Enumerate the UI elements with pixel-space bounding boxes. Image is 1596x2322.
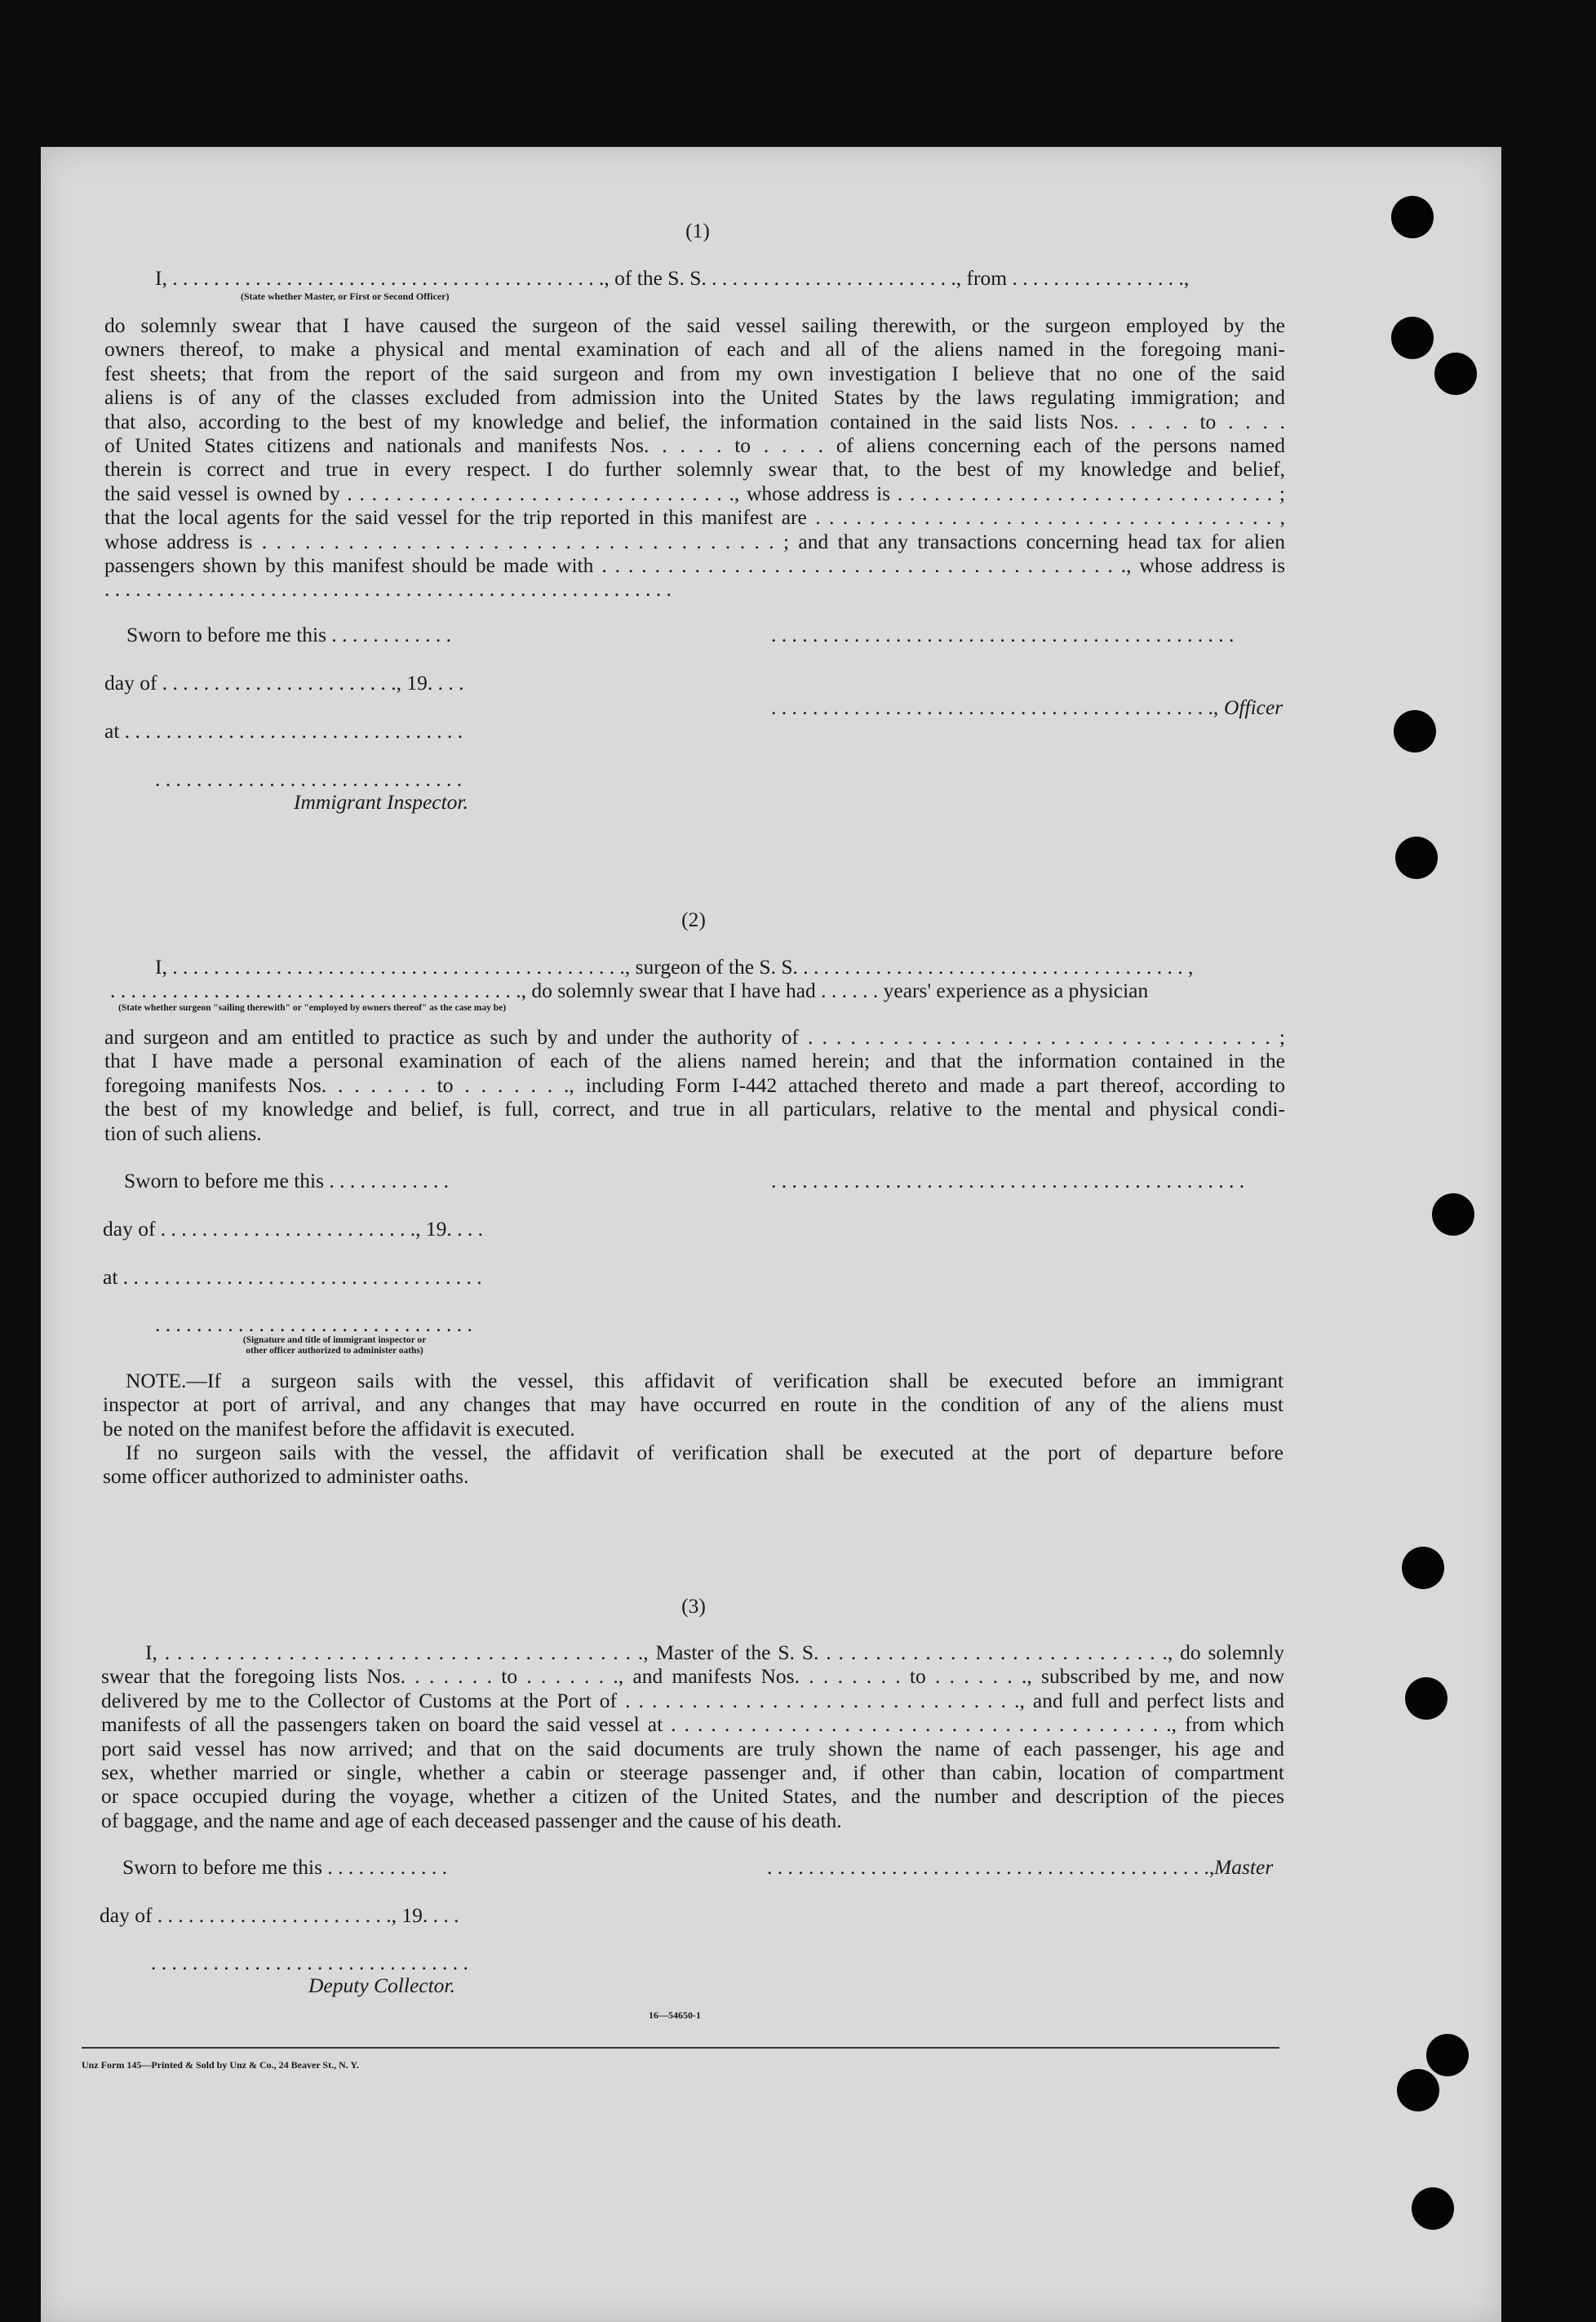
text-line: passengers shown by this manifest should be made with . . . . . . . . . . . . . . . . . . . . . . . . . . . . . . . . . . . . . . . ., whose address is — [104, 553, 1285, 578]
text-line: and surgeon and am entitled to practice as such by and under the authority of . . . . . . . . . . . . . . . . . . . . . . . . . . . . . . . . . ; — [104, 1025, 1285, 1049]
text-line: inspector at port of arrival, and any changes that may have occurred en route in the condition of any of the aliens must — [103, 1392, 1283, 1417]
text-line: the best of my knowledge and belief, is full, correct, and true in all particulars, relative to the mental and physical condi- — [104, 1097, 1285, 1121]
punch-hole — [1397, 2069, 1439, 2111]
text-line: port said vessel has now arrived; and that on the said documents are truly shown the name of each passenger, his age and — [101, 1736, 1284, 1760]
section-1-number: (1) — [685, 219, 710, 242]
text-line: therein is correct and true in every respect. I do further solemnly swear that, to the best of my knowledge and belief, — [104, 457, 1285, 482]
form-number: 16—54650-1 — [649, 2009, 701, 2021]
section-1-signature-dots: . . . . . . . . . . . . . . . . . . . . . . . . . . . . . . — [155, 767, 463, 791]
section-3-master-label: Master — [1214, 1855, 1274, 1879]
section-3-paragraph — [101, 1640, 1284, 1832]
text-line: that I have made a personal examination of each of the aliens named herein; and that the information contained in the — [104, 1049, 1285, 1073]
text-line: . . . . . . . . . . . . . . . . . . . . . . . . . . . . . . . . . . . . . . . . . . . . . . . . . . . . . . . — [104, 577, 672, 602]
text-line: aliens is of any of the classes excluded from admission into the United States by the laws regulating immigration; and — [104, 385, 1285, 410]
section-1-officer-label: Officer — [1224, 695, 1283, 719]
section-3-day: day of . . . . . . . . . . . . . . . . . . . . . . ., 19. . . . — [100, 1903, 459, 1927]
section-2-caption: (State whether surgeon "sailing therewith" or "employed by owners thereof" as the case may be) — [118, 1003, 507, 1013]
section-2-signature-line: . . . . . . . . . . . . . . . . . . . . . . . . . . . . . . . . . . . . . . . . . . . . . . — [771, 1169, 1245, 1192]
section-1-inspector-label: Immigrant Inspector. — [294, 790, 468, 814]
punch-hole — [1405, 1677, 1447, 1720]
text-line: sex, whether married or single, whether a cabin or steerage passenger and, if other than cabin, location of compartment — [101, 1760, 1284, 1785]
text-line: If no surgeon sails with the vessel, the affidavit of verification shall be executed at the port of departure before — [126, 1441, 1283, 1464]
text-line: be noted on the manifest before the affidavit is executed. — [103, 1416, 575, 1441]
section-1-caption: (State whether Master, or First or Second Officer) — [241, 291, 450, 302]
punch-hole — [1394, 710, 1436, 753]
section-2-sworn: Sworn to before me this . . . . . . . . . . . . — [124, 1169, 450, 1192]
text-line: NOTE.—If a surgeon sails with the vessel, this affidavit of verification shall be executed before an immigrant — [126, 1369, 1283, 1392]
section-2-number: (2) — [681, 908, 706, 931]
text-line: of United States citizens and nationals and manifests Nos. . . . . to . . . . of aliens concerning each of the persons named — [104, 433, 1285, 458]
section-2-signature-dots: . . . . . . . . . . . . . . . . . . . . . . . . . . . . . . . — [155, 1312, 472, 1336]
section-2-note — [103, 1369, 1283, 1441]
punch-hole — [1391, 196, 1434, 238]
text-line: tion of such aliens. — [104, 1121, 262, 1145]
text-line: delivered by me to the Collector of Customs at the Port of . . . . . . . . . . . . . . . . . . . . . . . . . . . . . ., and full and perfect lists and — [101, 1688, 1284, 1712]
section-2-signature-caption-1: (Signature and title of immigrant inspector or — [242, 1335, 427, 1345]
section-1-sworn: Sworn to before me this . . . . . . . . . . . . — [126, 623, 452, 646]
text-line: foregoing manifests Nos. . . . . . . to . . . . . . ., including Form I-442 attached thereto and made a part thereof, according to — [104, 1072, 1285, 1097]
text-line: swear that the foregoing lists Nos. . . . . . . to . . . . . . ., and manifests Nos. . . . . . . . to . . . . . . ., subscribed by me, and now — [101, 1664, 1284, 1689]
section-3-number: (3) — [681, 1594, 706, 1618]
text-line: owners thereof, to make a physical and mental examination of each and all of the aliens named in the foregoing mani- — [104, 337, 1285, 362]
punch-hole — [1395, 837, 1438, 879]
punch-hole — [1434, 353, 1477, 395]
footer-divider — [82, 2047, 1279, 2049]
text-line: I, . . . . . . . . . . . . . . . . . . . . . . . . . . . . . . . . . . . . . . ., Master of the S. S. . . . . . . . . . . . . . . . . . . . . . . . . . . . ., do solemnly — [145, 1640, 1284, 1664]
text-line: of baggage, and the name and age of each deceased passenger and the cause of his death. — [101, 1808, 842, 1832]
text-line: whose address is . . . . . . . . . . . . . . . . . . . . . . . . . . . . . . . . . . . . ; and that any transactions concerning head tax for alien — [104, 529, 1285, 553]
section-3-sworn: Sworn to before me this . . . . . . . . . . . . — [122, 1855, 448, 1879]
section-2-signature-caption-2: other officer authorized to administer oaths) — [246, 1346, 423, 1356]
section-1-day: day of . . . . . . . . . . . . . . . . . . . . . . ., 19. . . . — [104, 671, 464, 695]
text-line: that the local agents for the said vessel for the trip reported in this manifest are . . . . . . . . . . . . . . . . . . . . . . . . . . . . . . . . . . , — [104, 505, 1285, 530]
section-2-note-continued — [103, 1441, 1283, 1489]
punch-hole — [1412, 2187, 1454, 2230]
section-2-paragraph — [104, 1025, 1285, 1145]
section-1-signature-line: . . . . . . . . . . . . . . . . . . . . . . . . . . . . . . . . . . . . . . . . . . . . . — [771, 623, 1235, 646]
printer-footer: Unz Form 145—Printed & Sold by Unz & Co., 24 Beaver St., N. Y. — [82, 2059, 359, 2071]
punch-hole — [1432, 1193, 1474, 1236]
text-line: do solemnly swear that I have caused the surgeon of the said vessel sailing therewith, or the surgeon employed by the — [104, 313, 1285, 337]
section-3-signature-dots: . . . . . . . . . . . . . . . . . . . . . . . . . . . . . . . — [151, 1951, 468, 1974]
text-line: or space occupied during the voyage, whether a citizen of the United States, and the number and description of the pieces — [101, 1784, 1284, 1809]
section-1-officer-dots: . . . . . . . . . . . . . . . . . . . . . . . . . . . . . . . . . . . . . . . . . . ., — [771, 695, 1219, 719]
text-line: the said vessel is owned by . . . . . . . . . . . . . . . . . . . . . . . . . . . . . . . ., whose address is . . . . . . . . . . . . . . . . . . . . . . . . . . . . . . . ; — [104, 481, 1285, 505]
section-1-first-line: I, . . . . . . . . . . . . . . . . . . . . . . . . . . . . . . . . . . . . . . . . . ., of the S. S. . . . . . . . . . . . . . . . . . . . . . . . ., from . . . . . . . . . . . . . . . . ., — [155, 266, 1190, 290]
text-line: that also, according to the best of my knowledge and belief, the information contained in the said lists Nos. . . . . to . . . . — [104, 409, 1285, 433]
punch-hole — [1426, 2034, 1469, 2076]
section-3-master-dots: . . . . . . . . . . . . . . . . . . . . . . . . . . . . . . . . . . . . . . . . . . ., — [767, 1855, 1215, 1879]
section-2-second-line: . . . . . . . . . . . . . . . . . . . . . . . . . . . . . . . . . . . . . . . ., do solemnly swear that I have had . . . . . . years' experience as a physician — [110, 979, 1149, 1002]
text-line: fest sheets; that from the report of the said surgeon and from my own investigation I believe that no one of the said — [104, 361, 1285, 385]
section-1-paragraph — [104, 313, 1285, 602]
punch-hole — [1402, 1547, 1444, 1589]
section-2-at: at . . . . . . . . . . . . . . . . . . . . . . . . . . . . . . . . . . . — [103, 1265, 482, 1289]
text-line: manifests of all the passengers taken on board the said vessel at . . . . . . . . . . . . . . . . . . . . . . . . . . . . . . . . . . . . . ., from which — [101, 1712, 1284, 1737]
section-3-collector-label: Deputy Collector. — [308, 1973, 455, 1997]
text-line: some officer authorized to administer oaths. — [103, 1464, 469, 1489]
punch-hole — [1391, 317, 1434, 359]
section-2-first-line: I, . . . . . . . . . . . . . . . . . . . . . . . . . . . . . . . . . . . . . . . . . . . ., surgeon of the S. S. . . . . . . . . . . . . . . . . . . . . . . . . . . . . . . . . . . . . . , — [155, 955, 1194, 979]
section-1-at: at . . . . . . . . . . . . . . . . . . . . . . . . . . . . . . . . . — [104, 719, 463, 743]
section-2-day: day of . . . . . . . . . . . . . . . . . . . . . . . . ., 19. . . . — [103, 1217, 484, 1241]
